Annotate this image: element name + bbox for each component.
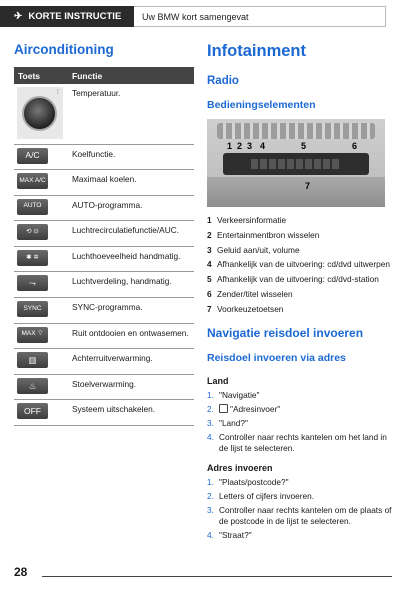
land-steps: [207, 390, 392, 453]
table-row: [14, 272, 194, 298]
airco-title: Airconditioning: [14, 42, 114, 57]
adres-steps: [207, 477, 392, 540]
func-text: SYNC-programma.: [68, 298, 194, 324]
list-item: 2. Letters of cijfers invoeren.: [207, 491, 314, 502]
navigation-icon: [219, 404, 228, 413]
table-row: [14, 144, 194, 170]
callout-2: 2: [237, 141, 243, 151]
table-row: [14, 298, 194, 324]
list-item: 1 Verkeersinformatie: [207, 215, 287, 225]
table-row: [14, 349, 194, 375]
footer-divider: [42, 576, 392, 577]
callout-7: 7: [305, 181, 311, 191]
adres-label: Adres invoeren: [207, 463, 273, 474]
section-tab-label: KORTE INSTRUCTIE: [28, 11, 122, 22]
col-header-toets: Toets: [14, 67, 68, 84]
callout-6: 6: [352, 141, 358, 151]
air-distribution-button-icon: ⤳: [17, 275, 48, 291]
table-row: [14, 84, 194, 144]
infotainment-title: Infotainment: [207, 42, 306, 60]
table-row: [14, 246, 194, 272]
max-defrost-button-icon: MAX ⌔: [17, 327, 48, 343]
auto-button-icon: AUTO: [17, 199, 48, 215]
list-item: 2 Entertainmentbron wisselen: [207, 229, 320, 240]
list-item: 3. "Land?": [207, 418, 248, 429]
section-subtitle: Uw BMW kort samengevat: [134, 6, 386, 27]
list-item: 1. "Plaats/postcode?": [207, 477, 289, 488]
navigatie-title: Navigatie reisdoel invoeren: [207, 326, 364, 341]
func-text: Systeem uitschakelen.: [68, 400, 194, 426]
radio-legend-list: [207, 215, 392, 314]
console-base: [207, 177, 385, 207]
list-item: 7 Voorkeuzetoetsen: [207, 303, 284, 314]
rear-window-defrost-button-icon: ▥: [17, 352, 48, 368]
infotainment-section: [207, 42, 392, 543]
func-text: Maximaal koelen.: [68, 170, 194, 196]
bedieningselementen-title: Bedieningselementen: [207, 99, 316, 111]
off-button-icon: OFF: [17, 403, 48, 419]
table-row: [14, 323, 194, 349]
land-label: Land: [207, 376, 229, 387]
col-header-functie: Functie: [68, 67, 194, 84]
table-row: [14, 374, 194, 400]
func-text: Ruit ontdooien en ontwasemen.: [68, 323, 194, 349]
table-row: [14, 195, 194, 221]
list-item: 2. "Adresinvoer": [207, 404, 281, 415]
airco-table: [14, 67, 194, 426]
callout-4: 4: [260, 141, 266, 151]
airco-section: [14, 42, 194, 426]
list-item: 5 Afhankelijk van de uitvoering: cd/dvd-station: [207, 274, 379, 285]
func-text: Achterruitverwarming.: [68, 349, 194, 375]
radio-title: Radio: [207, 75, 239, 87]
table-row: [14, 170, 194, 196]
page-number: 28: [14, 565, 28, 579]
max-ac-button-icon: MAX A/C: [17, 173, 48, 189]
seat-heating-button-icon: ♨: [17, 378, 48, 394]
radio-unit: [223, 153, 369, 175]
sync-button-icon: SYNC: [17, 301, 48, 317]
temperature-knob-icon: ⁞: [17, 87, 63, 139]
pin-icon: ✈: [14, 11, 23, 22]
reisdoel-adres-title: Reisdoel invoeren via adres: [207, 352, 346, 365]
list-item: 1. "Navigatie": [207, 390, 260, 401]
list-item: 4. Controller naar rechts kantelen om het land in de lijst te selecteren.: [207, 431, 387, 453]
func-text: Luchtverdeling, handmatig.: [68, 272, 194, 298]
callout-1: 1: [227, 141, 233, 151]
section-tab-korte-instructie: [0, 6, 134, 27]
list-item: 3. Controller naar rechts kantelen om de plaats of de postcode in de lijst te selecteren.: [207, 504, 392, 526]
func-text: Koelfunctie.: [68, 144, 194, 170]
func-text: Luchthoeveelheid handmatig.: [68, 246, 194, 272]
radio-panel-figure: [207, 119, 385, 207]
list-item: 4. "Straat?": [207, 529, 252, 540]
table-row: [14, 400, 194, 426]
func-text: Luchtrecirculatiefunctie/AUC.: [68, 221, 194, 247]
callout-3: 3: [247, 141, 253, 151]
func-text: Stoelverwarming.: [68, 374, 194, 400]
list-item: 4 Afhankelijk van de uitvoering: cd/dvd uitwerpen: [207, 259, 390, 270]
func-text: AUTO-programma.: [68, 195, 194, 221]
list-item: 3 Geluid aan/uit, volume: [207, 244, 300, 255]
func-text: Temperatuur.: [68, 84, 194, 144]
callout-5: 5: [301, 141, 307, 151]
air-vents: [217, 123, 375, 139]
ac-button-icon: A/C: [17, 148, 48, 164]
recirculation-button-icon: ⟲ ⊙: [17, 224, 48, 240]
list-item: 6 Zender/titel wisselen: [207, 288, 293, 299]
table-row: [14, 221, 194, 247]
fan-speed-button-icon: ✱ ✲: [17, 250, 48, 266]
